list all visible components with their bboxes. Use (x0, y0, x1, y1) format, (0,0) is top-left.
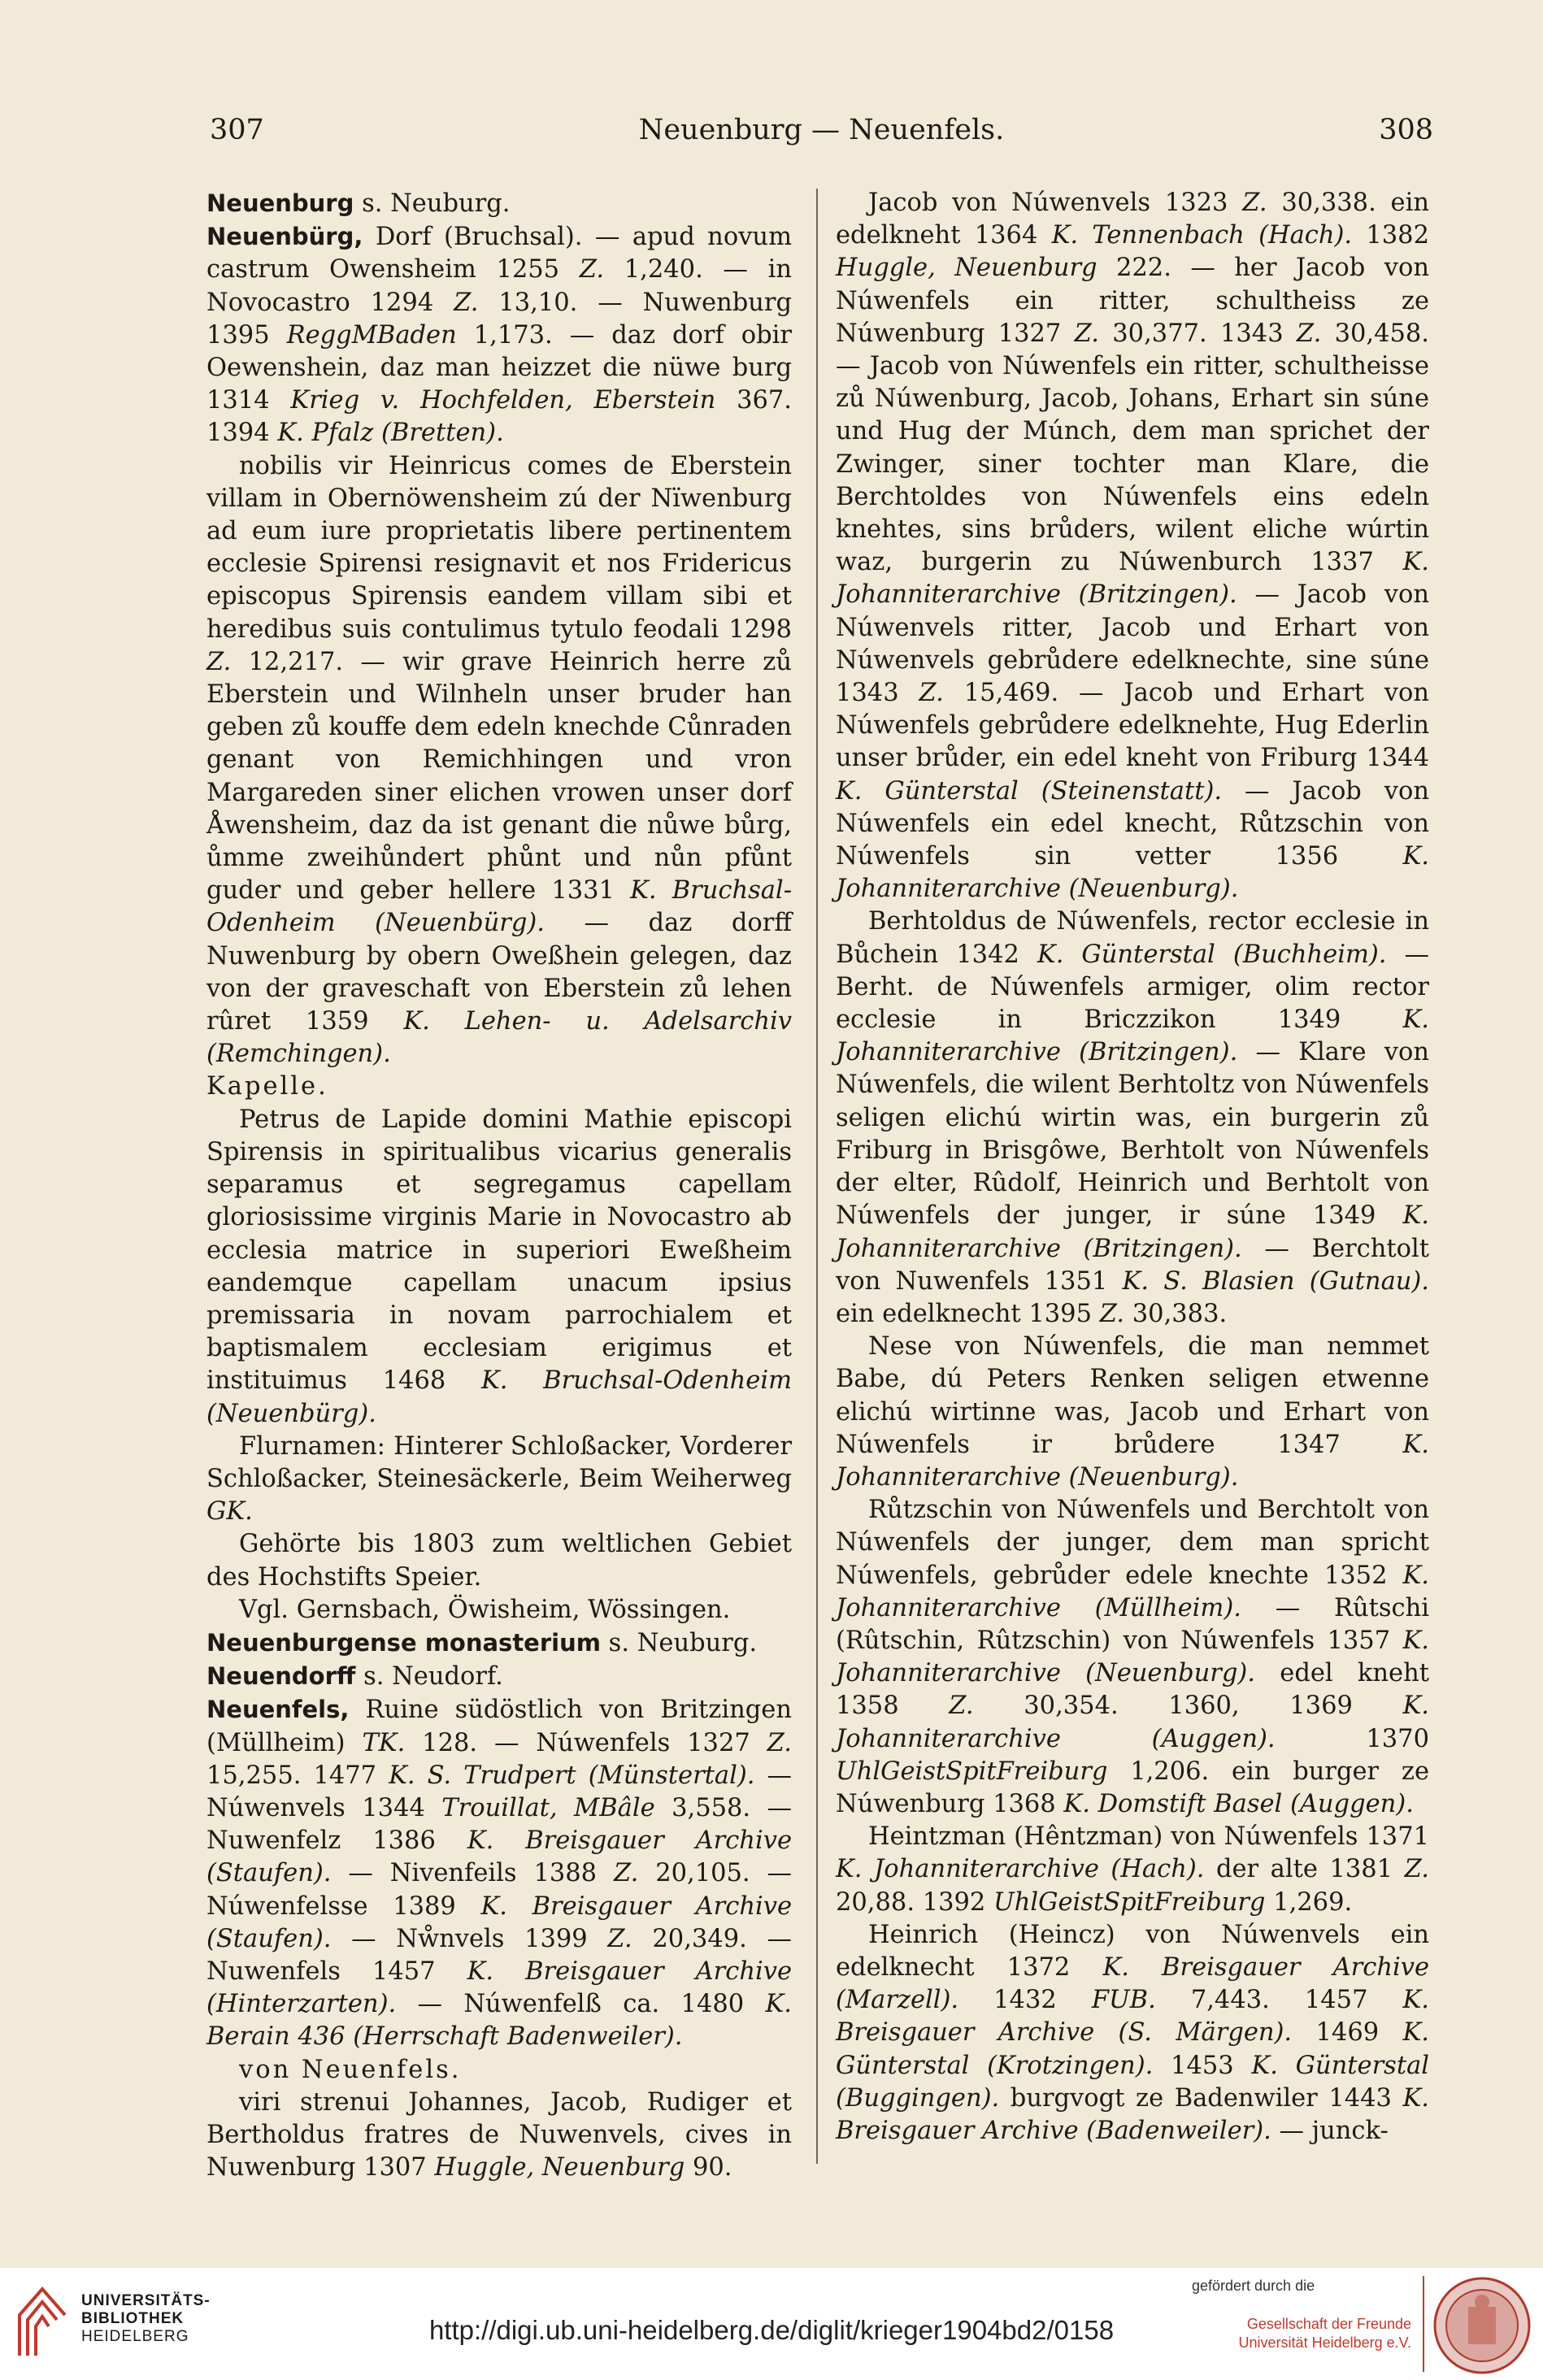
paragraph-ruetzschin: Růtzschin von Núwenfels und Berchtolt von Núwenfels der junger, dem man spricht Núwenfels, gebrůder edele knechte 1352 K. Johanniterarchive (Müllheim). — Rûtschi (Rûtschin, Rûtzschin) von Núwenfels 1357 K. Johanniterarchive (Neuenburg). edel kneht 1358 Z. 30,354. 1360, 1369 K. Johanniterarchive (Auggen). 1370 UhlGeistSpitFreiburg 1,206. ein burger ze Núwenburg 1368 K. Domstift Basel (Auggen). (836, 1496, 1430, 1818)
page-header (210, 114, 1433, 163)
entry-neuenbuerg: Neuenbürg, Dorf (Bruchsal). — apud novum castrum Owensheim 1255 Z. 1,240. — in Novocastro 1294 Z. 13,10. — Nuwenburg 1395 ReggMBaden 1,173. — daz dorf obir Oewenshein, daz man heizzet die nüwe burg 1314 Krieg v. Hochfelden, Eberstein 367. 1394 K. Pfalz (Bretten). (206, 223, 792, 448)
paragraph-petrus: Petrus de Lapide domini Mathie episcopi Spirensis in spiritualibus vicarius generalis separamus et segregamus capellam gloriosissime virginis Marie in Novocastro ab ecclesia matrice in superiori Eweßheim eandemque capellam unacum ipsius premissaria in novam parrochialem et baptismalem ecclesiam erigimus et instituimus 1468 K. Bruchsal-Odenheim (Neuenbürg). (206, 1105, 792, 1428)
sponsor-name: Gesellschaft der Freunde Universität Heidelberg e.V. (1238, 2316, 1411, 2351)
sponsor-caption: gefördert durch die (1192, 2278, 1315, 2294)
ub-heidelberg-wordmark: UNIVERSITÄTS- BIBLIOTHEK HEIDELBERG (81, 2292, 211, 2345)
digitization-footer (0, 2268, 1543, 2380)
entry-neuenfels: Neuenfels, Ruine südöstlich von Britzingen (Müllheim) TK. 128. — Núwenfels 1327 Z. 15,255. 1477 K. S. Trudpert (Münstertal). — Núwenvels 1344 Trouillat, MBâle 3,558. — Nuwenfelz 1386 K. Breisgauer Archive (Staufen). — Nivenfeils 1388 Z. 20,105. — Núwenfelsse 1389 K. Breisgauer Archive (Staufen). — Nẘnvels 1399 Z. 20,349. — Nuwenfels 1457 K. Breisgauer Archive (Hinterzarten). — Núwenfelß ca. 1480 K. Berain 436 (Herrschaft Badenweiler). (206, 1696, 793, 2052)
sponsor-divider (1423, 2276, 1424, 2372)
paragraph-heinrich: Heinrich (Heincz) von Núwenvels ein edelknecht 1372 K. Breisgauer Archive (Marzell). 1432 FUB. 7,443. 1457 K. Breisgauer Archive (S. Märgen). 1469 K. Günterstal (Krotzingen). 1453 K. Günterstal (Buggingen). burgvogt ze Badenwiler 1443 K. Breisgauer Archive (Badenweiler). — junck- (836, 1920, 1430, 2145)
running-title: Neuenburg — Neuenfels. (638, 114, 1005, 146)
left-column (206, 187, 792, 2184)
page-number-left: 307 (210, 114, 264, 146)
permalink-url[interactable]: http://digi.ub.uni-heidelberg.de/diglit/krieger1904bd2/0158 (428, 2315, 1115, 2345)
subheading-kapelle: Kapelle. (206, 1072, 328, 1101)
paragraph-heintzman: Heintzman (Hêntzman) von Núwenfels 1371 K. Johanniterarchive (Hach). der alte 1381 Z. 20,88. 1392 UhlGeistSpitFreiburg 1,269. (836, 1822, 1429, 1917)
paragraph-viri: viri strenui Johannes, Jacob, Rudiger et Bertholdus fratres de Nuwenvels, cives in Nuwenburg 1307 Huggle, Neuenburg 90. (206, 2087, 792, 2182)
paragraph-gehoerte: Gehörte bis 1803 zum weltlichen Gebiet des Hochstifts Speier. (206, 1530, 792, 1592)
subheading-von-neuenfels: von Neuenfels. (239, 2055, 462, 2084)
paragraph-vgl: Vgl. Gernsbach, Öwisheim, Wössingen. (239, 1595, 731, 1624)
entry-neuendorff: Neuendorff s. Neudorf. (206, 1662, 503, 1692)
entry-neuenburg: Neuenburg s. Neuburg. (206, 189, 511, 218)
paragraph-nese: Nese von Núwenfels, die man nemmet Babe, dú Peters Renken seligen etwenne elichú wirtinne was, Jacob und Erhart von Núwenfels ir brůdere 1347 K. Johanniterarchive (Neuenburg). (836, 1332, 1429, 1492)
page-number-right: 308 (1379, 114, 1433, 146)
column-divider (816, 189, 818, 2164)
right-column (836, 187, 1429, 2148)
paragraph-nobilis: nobilis vir Heinricus comes de Eberstein villam in Obernöwensheim zú der Nïwenburg ad eum iure proprietatis libere pertinentem ecclesie Spirensi resignavit et nos Fridericus episcopus Spirensis eandem villam sibi et heredibus suis contulimus tytulo feodali 1298 Z. 12,217. — wir grave Heinrich herre zů Eberstein und Wilnheln unser bruder han geben zů kouffe dem edeln knechde Cůnraden genant von Remichhingen und vron Margareden siner elichen vrowen unser dorf Åwensheim, daz da ist genant die nůwe bůrg, ůmme zweihůndert phůnt und nůn pfůnt guder und geber hellere 1331 K. Bruchsal-Odenheim (Neuenbürg). — daz dorff Nuwenburg by obern Oweßhein gelegen, daz von der graveschaft von Eberstein zů lehen rûret 1359 K. Lehen- u. Adelsarchiv (Remchingen). (206, 451, 792, 1069)
paragraph-jacob: Jacob von Núwenvels 1323 Z. 30,338. ein edelkneht 1364 K. Tennenbach (Hach). 1382 Huggle, Neuenburg 222. — her Jacob von Núwenfels ein ritter, schultheiss ze Núwenburg 1327 Z. 30,377. 1343 Z. 30,458. — Jacob von Núwenfels ein ritter, schultheisse zů Núwenburg, Jacob, Johans, Erhart sin súne und Hug der Múnch, dem man sprichet der Zwinger, siner tochter man Klare, die Berchtoldes von Núwenfels eins edeln knehtes, sins brůders, wilent eliche wúrtin waz, burgerin zu Núwenburch 1337 K. Johanniterarchive (Britzingen). — Jacob von Núwenvels ritter, Jacob und Erhart von Núwenvels gebrůdere edelknechte, sine súne 1343 Z. 15,469. — Jacob und Erhart von Núwenfels gebrůdere edelknehte, Hug Ederlin unser brůder, ein edel kneht von Friburg 1344 K. Günterstal (Steinenstatt). — Jacob von Núwenfels ein edel knecht, Růtzschin von Núwenfels sin vetter 1356 K. Johanniterarchive (Neuenburg). (836, 189, 1430, 904)
paragraph-flurnamen: Flurnamen: Hinterer Schloßacker, Vorderer Schloßacker, Steinesäckerle, Beim Weiherweg GK. (206, 1431, 792, 1527)
university-seal-icon (1431, 2274, 1533, 2377)
entry-neuenburgense: Neuenburgense monasterium s. Neuburg. (206, 1628, 758, 1657)
paragraph-berhtoldus: Berhtoldus de Núwenfels, rector ecclesie in Bůchein 1342 K. Günterstal (Buchheim). — Berht. de Núwenfels armiger, olim rector ecclesie in Briczzikon 1349 K. Johanniterarchive (Britzingen). — Klare von Núwenfels, die wilent Berhtoltz von Núwenfels seligen elichú wirtin was, ein burgerin zů Friburg in Brisgôwe, Berhtolt von Núwenfels der elter, Rûdolf, Heinrich und Berhtolt von Núwenfels der junger, ir súne 1349 K. Johanniterarchive (Britzingen). — Berchtolt von Nuwenfels 1351 K. S. Blasien (Gutnau). ein edelknecht 1395 Z. 30,383. (836, 907, 1429, 1328)
